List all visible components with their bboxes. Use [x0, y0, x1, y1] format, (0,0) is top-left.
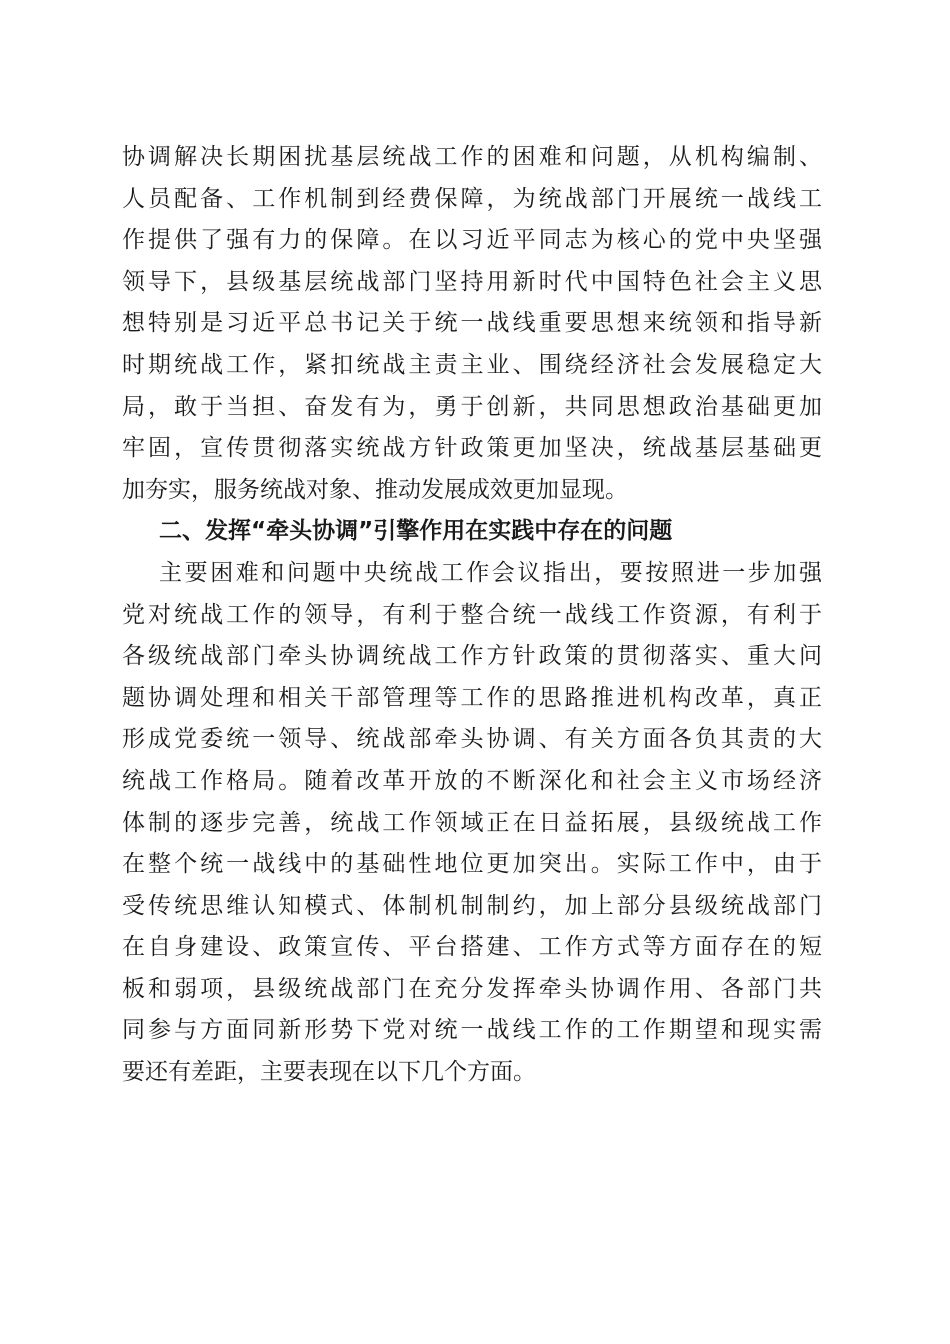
- text-line: 要还有差距，主要表现在以下几个方面。: [122, 1059, 536, 1086]
- section-heading: 二、发挥“牵头协调”引擎作用在实践中存在的问题: [159, 518, 673, 545]
- text-line: 加夯实，服务统战对象、推动发展成效更加显现。: [122, 476, 628, 503]
- text-line: 板和弱项，县级统战部门在充分发挥牵头协调作用、各部门共: [122, 975, 822, 1002]
- text-line: 协调解决长期困扰基层统战工作的困难和问题，从机构编制、: [122, 144, 822, 170]
- text-line: 想特别是习近平总书记关于统一战线重要思想来统领和指导新: [122, 310, 822, 337]
- text-line: 形成党委统一领导、统战部牵头协调、有关方面各负其责的大: [122, 726, 822, 753]
- paragraph-1: [122, 137, 822, 511]
- text-line: 领导下，县级基层统战部门坚持用新时代中国特色社会主义思: [122, 268, 822, 295]
- text-line: 时期统战工作，紧扣统战主责主业、围绕经济社会发展稳定大: [122, 351, 822, 378]
- text-line: 题协调处理和相关干部管理等工作的思路推进机构改革，真正: [122, 684, 822, 711]
- text-line: 统战工作格局。随着改革开放的不断深化和社会主义市场经济: [122, 767, 822, 794]
- paragraph-2: [122, 553, 822, 1094]
- text-line: 各级统战部门牵头协调统战工作方针政策的贯彻落实、重大问: [122, 643, 822, 670]
- text-line: 局，敢于当担、奋发有为，勇于创新，共同思想政治基础更加: [122, 393, 822, 420]
- text-line: 在整个统一战线中的基础性地位更加突出。实际工作中，由于: [122, 851, 822, 878]
- document-body: [122, 137, 822, 1094]
- text-line: 党对统战工作的领导，有利于整合统一战线工作资源，有利于: [122, 601, 822, 628]
- text-line: 在自身建设、政策宣传、平台搭建、工作方式等方面存在的短: [122, 934, 822, 961]
- text-line: 作提供了强有力的保障。在以习近平同志为核心的党中央坚强: [122, 227, 822, 254]
- text-line: 主要困难和问题中央统战工作会议指出，要按照进一步加强: [159, 559, 822, 586]
- text-line: 同参与方面同新形势下党对统一战线工作的工作期望和现实需: [122, 1017, 822, 1044]
- text-line: 体制的逐步完善，统战工作领域正在日益拓展，县级统战工作: [122, 809, 822, 836]
- text-line: 人员配备、工作机制到经费保障，为统战部门开展统一战线工: [122, 185, 822, 212]
- text-line: 受传统思维认知模式、体制机制制约，加上部分县级统战部门: [122, 892, 822, 919]
- text-line: 牢固，宣传贯彻落实统战方针政策更加坚决，统战基层基础更: [122, 435, 822, 462]
